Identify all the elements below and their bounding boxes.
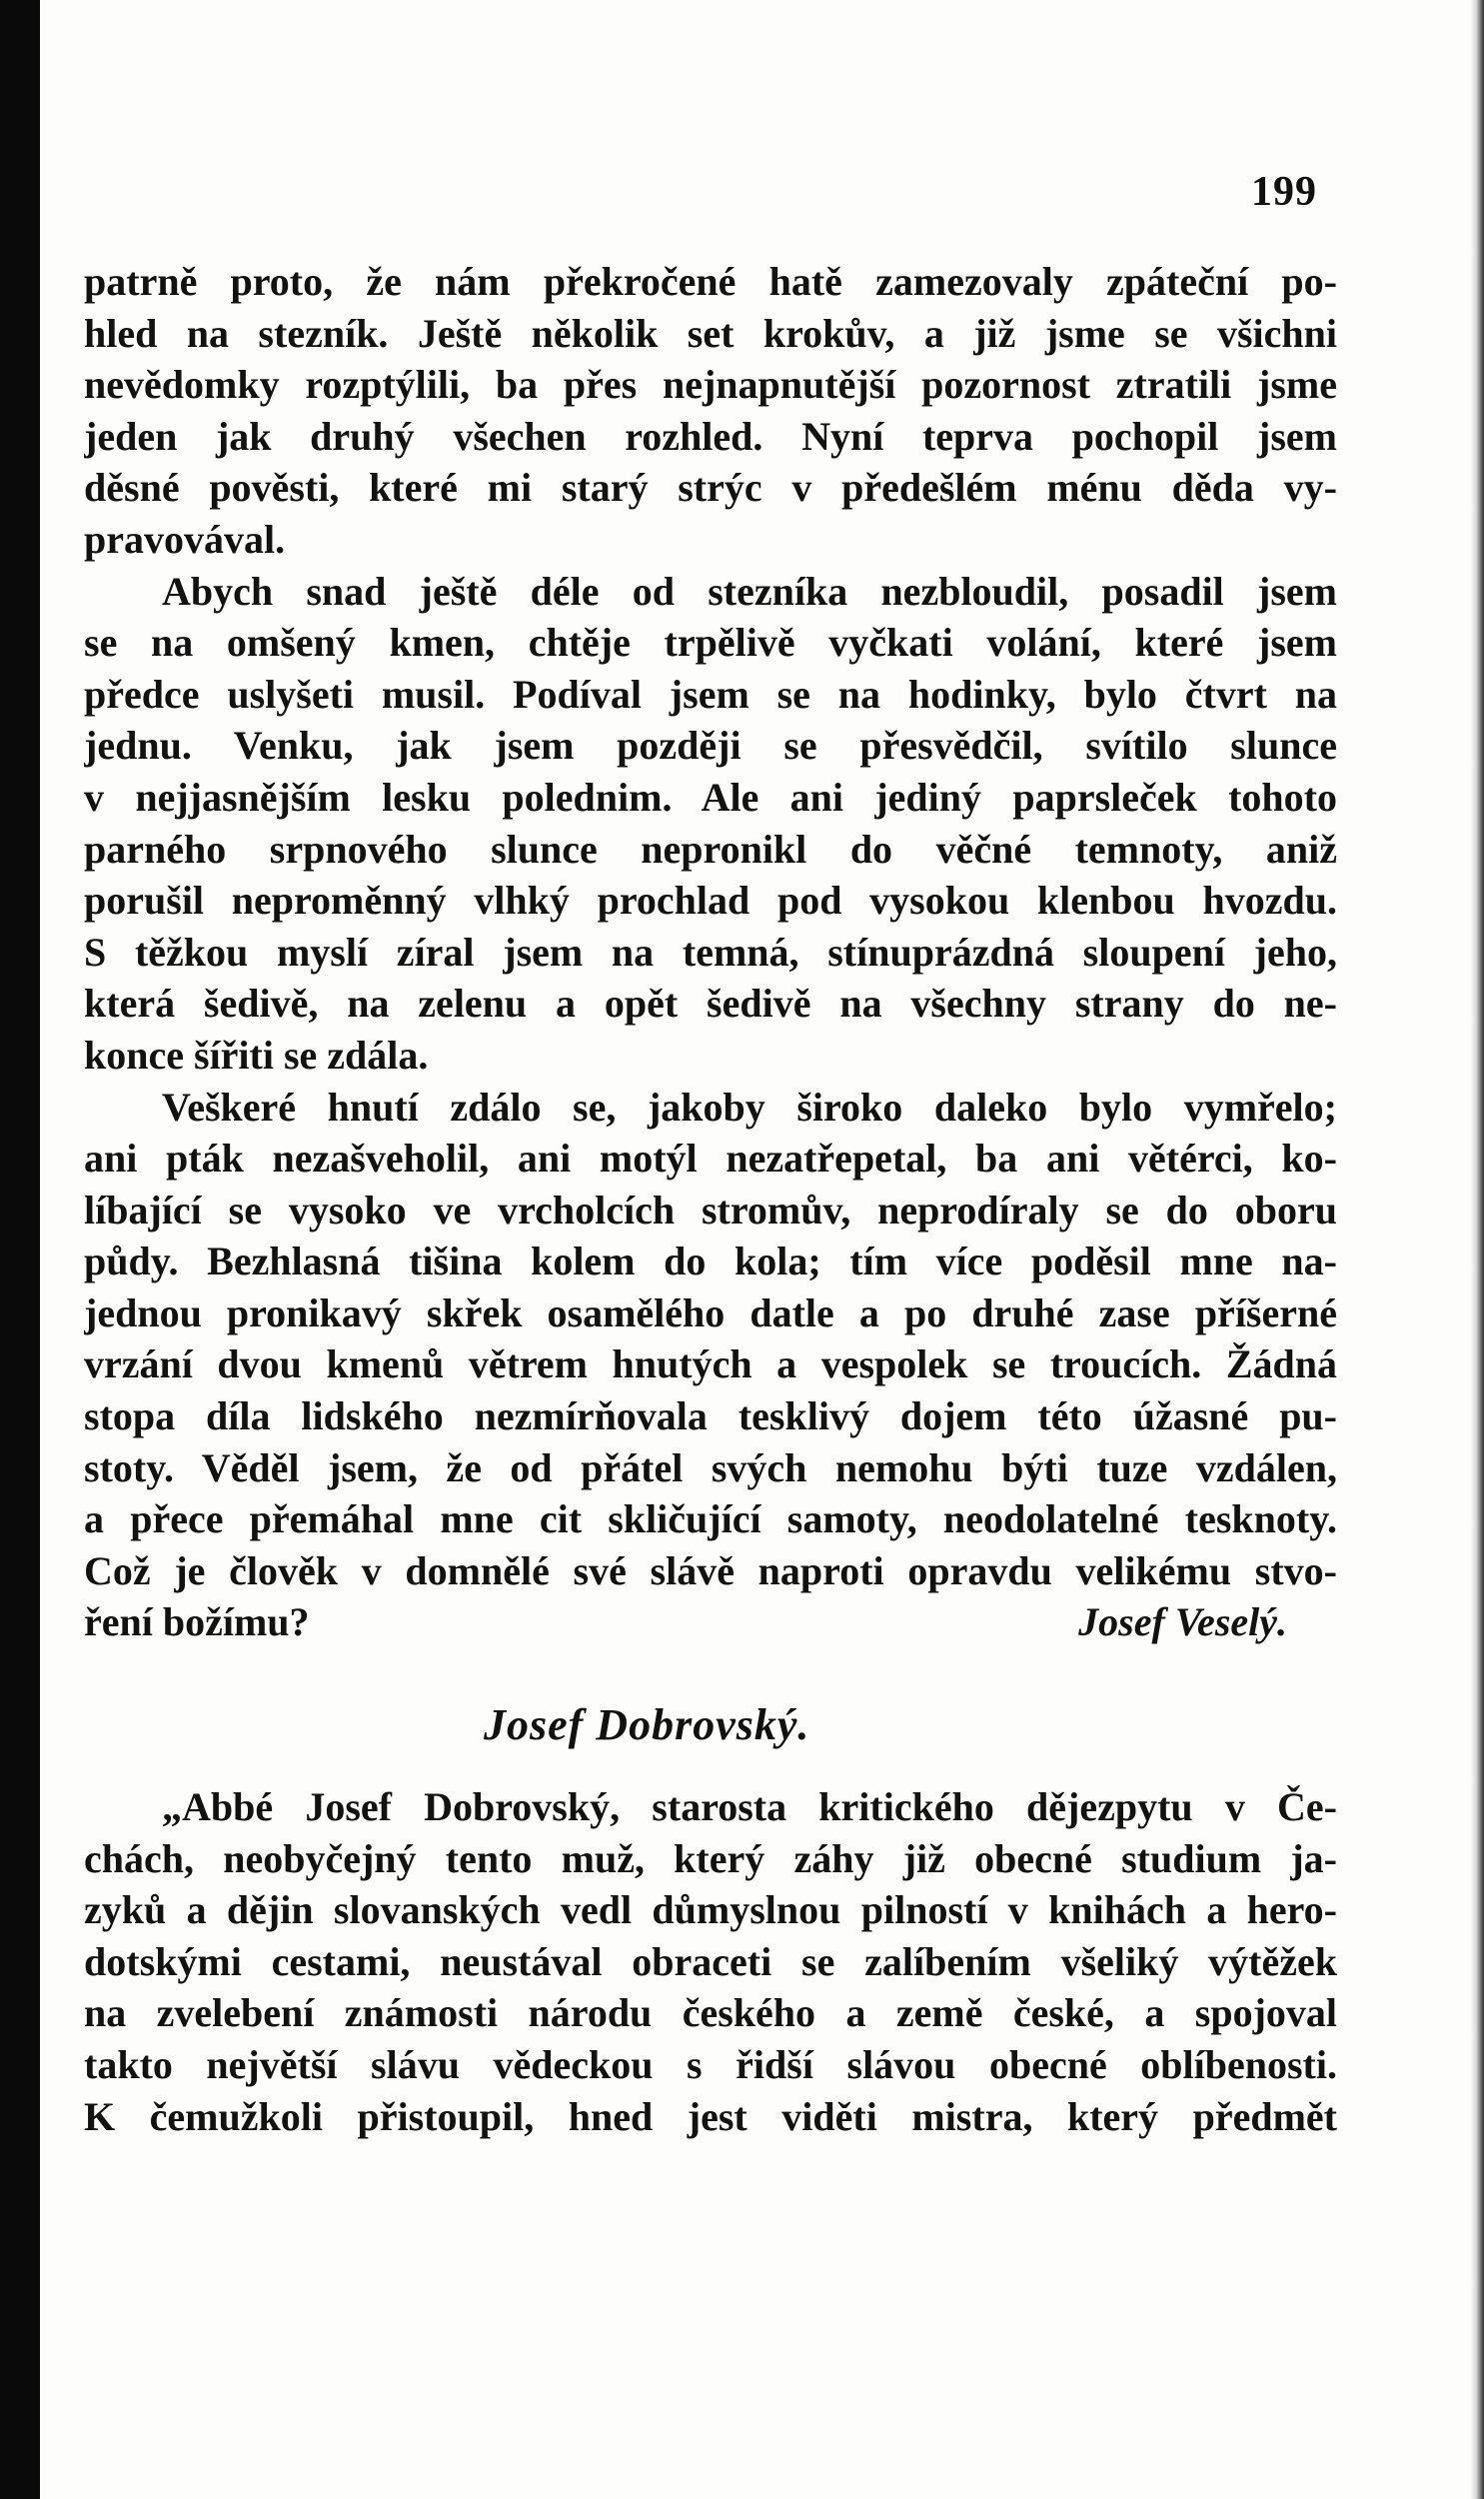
text-line: konce šířiti se zdála. xyxy=(84,1032,429,1078)
text-line: „Abbé Josef Dobrovský, starosta kritického dějezpytu v Če- xyxy=(162,1784,1337,1829)
text-line: K čemužkoli přistoupil, hned jest viděti mistra, který předmět xyxy=(84,2093,1337,2139)
text-line: v nejjasnějším lesku polednim. Ale ani jediný paprsleček tohoto xyxy=(84,774,1337,820)
text-line: děsné pověsti, které mi starý strýc v předešlém ménu děda vy- xyxy=(84,465,1337,511)
section-heading: Josef Dobrovský. xyxy=(484,1700,810,1749)
text-line: chách, neobyčejný tento muž, který záhy již obecné studium ja- xyxy=(84,1835,1337,1881)
scan-right-edge xyxy=(1470,0,1484,2499)
text-line: a přece přemáhal mne cit skličující samoty, neodolatelné tesknoty. xyxy=(84,1496,1337,1542)
text-line: jeden jak druhý všechen rozhled. Nyní teprva pochopil jsem xyxy=(84,413,1337,459)
text-line: takto největší slávu vědeckou s řidší slávou obecné oblíbenosti. xyxy=(84,2041,1337,2087)
text-line: líbající se vysoko ve vrcholcích stromův, neprodíraly se do oboru xyxy=(84,1187,1337,1233)
text-line: stopa díla lidského nezmírňovala tesklivý dojem této úžasné pu- xyxy=(84,1393,1337,1439)
text-line: se na omšený kmen, chtěje trpělivě vyčkati volání, které jsem xyxy=(84,620,1337,666)
text-line: hled na stezník. Ještě několik set krokův, a již jsme se všichni xyxy=(84,310,1337,356)
text-line: jednu. Venku, jak jsem později se přesvědčil, svítilo slunce xyxy=(84,723,1337,769)
text-line: jednou pronikavý skřek osamělého datle a po druhé zase příšerné xyxy=(84,1289,1337,1335)
section2-text xyxy=(84,1781,1337,2142)
text-line: která šedivě, na zelenu a opět šedivě na všechny strany do ne- xyxy=(84,981,1337,1027)
text-line: parného srpnového slunce nepronikl do věčné temnoty, aniž xyxy=(84,826,1337,872)
text-line: dotskými cestami, neustával obraceti se zalíbením všeliký výtěžek xyxy=(84,1938,1337,1984)
text-line: patrně proto, že nám překročené hatě zamezovaly zpáteční po- xyxy=(84,259,1337,304)
text-line: nevědomky rozptýlili, ba přes nejnapnutější pozornost ztratili jsme xyxy=(84,362,1337,408)
author-signature: Josef Veselý. xyxy=(1078,1599,1287,1645)
text-line: pravovával. xyxy=(84,516,286,562)
scan-left-margin xyxy=(0,0,40,2499)
text-line: stoty. Věděl jsem, že od přátel svých nemohu býti tuze vzdálen, xyxy=(84,1444,1337,1490)
text-line: předce uslyšeti musil. Podíval jsem se na hodinky, bylo čtvrt na xyxy=(84,671,1337,717)
paragraph xyxy=(84,1082,1337,1649)
paragraph xyxy=(84,1781,1337,2142)
text-line: Což je člověk v domnělé své slávě naproti opravdu velikému stvo- xyxy=(84,1547,1337,1593)
text-line: půdy. Bezhlasná tišina kolem do kola; tím více poděsil mne na- xyxy=(84,1239,1337,1284)
text-line: porušil neproměnný vlhký prochlad pod vysokou klenbou hvozdu. xyxy=(84,878,1337,924)
text-line: zyků a dějin slovanských vedl důmyslnou pilností v knihách a hero- xyxy=(84,1887,1337,1933)
text-line-with-signature xyxy=(84,1596,1337,1648)
text-line: vrzání dvou kmenů větrem hnutých a vespolek se troucích. Žádná xyxy=(84,1341,1337,1387)
text-line: S těžkou myslí zíral jsem na temná, stínuprázdná sloupení jeho, xyxy=(84,929,1337,975)
text-line: Abych snad ještě déle od stezníka nezbloudil, posadil jsem xyxy=(162,568,1337,614)
text-line: Veškeré hnutí zdálo se, jakoby široko daleko bylo vymřelo; xyxy=(162,1084,1337,1130)
paragraph xyxy=(84,256,1337,566)
page-number: 199 xyxy=(1251,169,1317,215)
text-line: na zvelebení známosti národu českého a země české, a spojoval xyxy=(84,1990,1337,2036)
text-line: ani pták nezašveholil, ani motýl nezatřepetal, ba ani větérci, ko- xyxy=(84,1136,1337,1182)
book-page xyxy=(40,0,1470,2499)
paragraph xyxy=(84,566,1337,1082)
section1-text xyxy=(84,256,1337,1648)
text-line-end: ření božímu? xyxy=(84,1599,310,1645)
